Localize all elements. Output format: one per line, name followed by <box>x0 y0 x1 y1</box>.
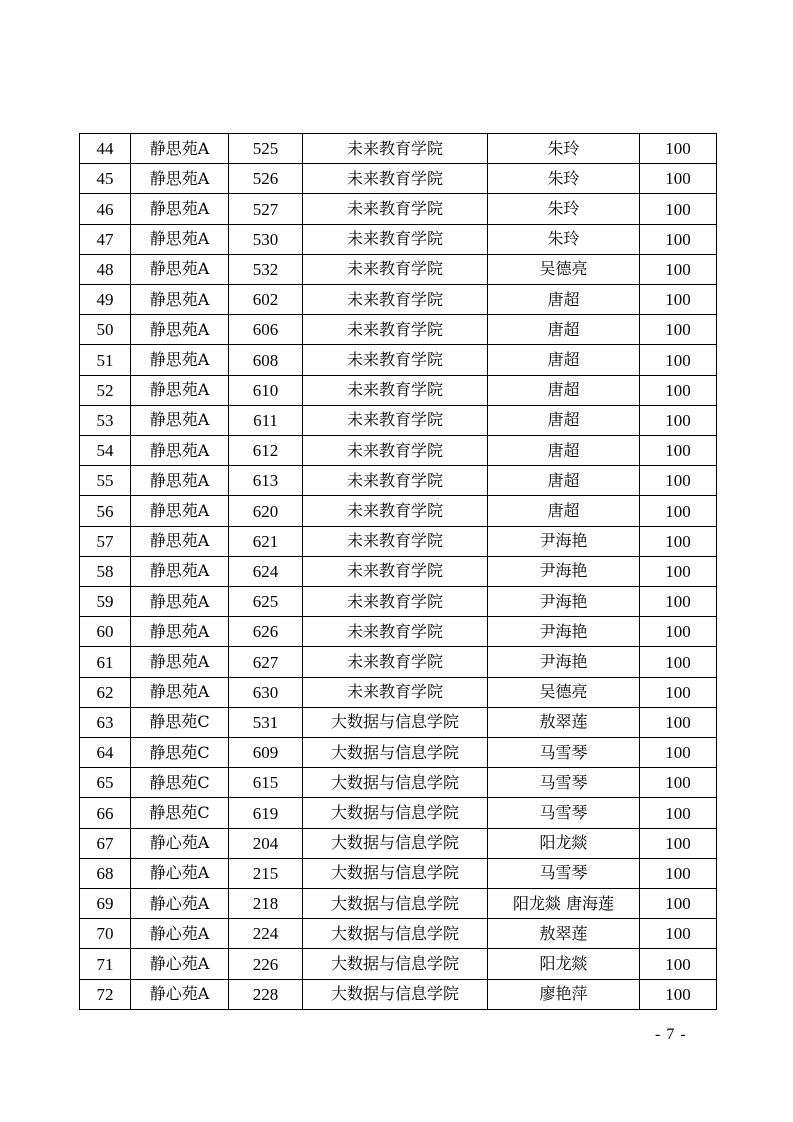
row-index-cell: 59 <box>80 587 131 617</box>
counselor-cell: 廖艳萍 <box>488 979 640 1009</box>
counselor-cell: 唐超 <box>488 436 640 466</box>
table-row <box>80 285 717 315</box>
building-cell: 静思苑A <box>131 556 229 586</box>
score-cell: 100 <box>640 979 717 1009</box>
college-cell: 未来教育学院 <box>303 617 488 647</box>
row-index-cell: 45 <box>80 164 131 194</box>
row-index-cell: 64 <box>80 738 131 768</box>
college-cell: 未来教育学院 <box>303 526 488 556</box>
row-index-cell: 47 <box>80 224 131 254</box>
room-number-cell: 526 <box>229 164 303 194</box>
score-cell: 100 <box>640 707 717 737</box>
table-row <box>80 617 717 647</box>
score-cell: 100 <box>640 285 717 315</box>
score-cell: 100 <box>640 405 717 435</box>
building-cell: 静思苑A <box>131 315 229 345</box>
counselor-cell: 马雪琴 <box>488 738 640 768</box>
table-row <box>80 707 717 737</box>
table-row <box>80 949 717 979</box>
counselor-cell: 尹海艳 <box>488 556 640 586</box>
counselor-cell: 朱玲 <box>488 224 640 254</box>
score-cell: 100 <box>640 889 717 919</box>
room-number-cell: 224 <box>229 919 303 949</box>
building-cell: 静思苑A <box>131 285 229 315</box>
row-index-cell: 55 <box>80 466 131 496</box>
table-row <box>80 858 717 888</box>
table-row <box>80 889 717 919</box>
row-index-cell: 68 <box>80 858 131 888</box>
table-row <box>80 134 717 164</box>
row-index-cell: 62 <box>80 677 131 707</box>
room-number-cell: 630 <box>229 677 303 707</box>
college-cell: 大数据与信息学院 <box>303 949 488 979</box>
row-index-cell: 66 <box>80 798 131 828</box>
counselor-cell: 敖翠莲 <box>488 707 640 737</box>
room-number-cell: 610 <box>229 375 303 405</box>
building-cell: 静思苑A <box>131 375 229 405</box>
row-index-cell: 69 <box>80 889 131 919</box>
counselor-cell: 阳龙燚 唐海莲 <box>488 889 640 919</box>
counselor-cell: 唐超 <box>488 496 640 526</box>
table-row <box>80 979 717 1009</box>
counselor-cell: 尹海艳 <box>488 617 640 647</box>
room-number-cell: 228 <box>229 979 303 1009</box>
building-cell: 静思苑A <box>131 436 229 466</box>
college-cell: 未来教育学院 <box>303 285 488 315</box>
counselor-cell: 阳龙燚 <box>488 949 640 979</box>
counselor-cell: 唐超 <box>488 285 640 315</box>
college-cell: 未来教育学院 <box>303 315 488 345</box>
row-index-cell: 54 <box>80 436 131 466</box>
college-cell: 大数据与信息学院 <box>303 858 488 888</box>
counselor-cell: 唐超 <box>488 315 640 345</box>
room-number-cell: 532 <box>229 254 303 284</box>
college-cell: 未来教育学院 <box>303 436 488 466</box>
table-row <box>80 315 717 345</box>
college-cell: 大数据与信息学院 <box>303 919 488 949</box>
college-cell: 未来教育学院 <box>303 405 488 435</box>
counselor-cell: 朱玲 <box>488 164 640 194</box>
building-cell: 静思苑A <box>131 254 229 284</box>
score-cell: 100 <box>640 587 717 617</box>
college-cell: 未来教育学院 <box>303 496 488 526</box>
building-cell: 静思苑A <box>131 466 229 496</box>
score-cell: 100 <box>640 194 717 224</box>
college-cell: 大数据与信息学院 <box>303 828 488 858</box>
college-cell: 未来教育学院 <box>303 134 488 164</box>
score-cell: 100 <box>640 738 717 768</box>
table-row <box>80 466 717 496</box>
room-number-cell: 531 <box>229 707 303 737</box>
building-cell: 静心苑A <box>131 858 229 888</box>
row-index-cell: 50 <box>80 315 131 345</box>
building-cell: 静思苑A <box>131 647 229 677</box>
counselor-cell: 吴德亮 <box>488 677 640 707</box>
table-row <box>80 254 717 284</box>
score-cell: 100 <box>640 858 717 888</box>
room-number-cell: 602 <box>229 285 303 315</box>
score-cell: 100 <box>640 254 717 284</box>
building-cell: 静思苑A <box>131 134 229 164</box>
row-index-cell: 53 <box>80 405 131 435</box>
building-cell: 静思苑A <box>131 194 229 224</box>
room-number-cell: 613 <box>229 466 303 496</box>
room-number-cell: 530 <box>229 224 303 254</box>
college-cell: 未来教育学院 <box>303 677 488 707</box>
table-row <box>80 919 717 949</box>
college-cell: 未来教育学院 <box>303 587 488 617</box>
building-cell: 静思苑C <box>131 798 229 828</box>
building-cell: 静思苑A <box>131 587 229 617</box>
college-cell: 大数据与信息学院 <box>303 707 488 737</box>
score-cell: 100 <box>640 345 717 375</box>
score-cell: 100 <box>640 375 717 405</box>
score-cell: 100 <box>640 496 717 526</box>
row-index-cell: 70 <box>80 919 131 949</box>
college-cell: 大数据与信息学院 <box>303 889 488 919</box>
room-number-cell: 615 <box>229 768 303 798</box>
building-cell: 静心苑A <box>131 979 229 1009</box>
table-row <box>80 496 717 526</box>
college-cell: 未来教育学院 <box>303 224 488 254</box>
table-row <box>80 164 717 194</box>
score-cell: 100 <box>640 828 717 858</box>
college-cell: 未来教育学院 <box>303 375 488 405</box>
row-index-cell: 52 <box>80 375 131 405</box>
score-cell: 100 <box>640 224 717 254</box>
table-row <box>80 798 717 828</box>
score-cell: 100 <box>640 949 717 979</box>
table-row <box>80 677 717 707</box>
building-cell: 静思苑C <box>131 768 229 798</box>
college-cell: 未来教育学院 <box>303 164 488 194</box>
counselor-cell: 敖翠莲 <box>488 919 640 949</box>
building-cell: 静思苑A <box>131 164 229 194</box>
room-number-cell: 218 <box>229 889 303 919</box>
table-row <box>80 405 717 435</box>
table-row <box>80 828 717 858</box>
row-index-cell: 49 <box>80 285 131 315</box>
counselor-cell: 唐超 <box>488 375 640 405</box>
table-row <box>80 345 717 375</box>
row-index-cell: 51 <box>80 345 131 375</box>
room-number-cell: 527 <box>229 194 303 224</box>
row-index-cell: 44 <box>80 134 131 164</box>
building-cell: 静思苑A <box>131 526 229 556</box>
score-cell: 100 <box>640 134 717 164</box>
score-cell: 100 <box>640 798 717 828</box>
room-number-cell: 626 <box>229 617 303 647</box>
building-cell: 静思苑A <box>131 496 229 526</box>
counselor-cell: 唐超 <box>488 405 640 435</box>
building-cell: 静思苑C <box>131 738 229 768</box>
college-cell: 未来教育学院 <box>303 345 488 375</box>
college-cell: 未来教育学院 <box>303 647 488 677</box>
table-row <box>80 738 717 768</box>
counselor-cell: 马雪琴 <box>488 858 640 888</box>
table-row <box>80 436 717 466</box>
counselor-cell: 尹海艳 <box>488 647 640 677</box>
room-number-cell: 621 <box>229 526 303 556</box>
counselor-cell: 唐超 <box>488 345 640 375</box>
room-number-cell: 608 <box>229 345 303 375</box>
room-number-cell: 606 <box>229 315 303 345</box>
row-index-cell: 67 <box>80 828 131 858</box>
score-cell: 100 <box>640 164 717 194</box>
counselor-cell: 朱玲 <box>488 194 640 224</box>
college-cell: 未来教育学院 <box>303 556 488 586</box>
table-row <box>80 556 717 586</box>
row-index-cell: 60 <box>80 617 131 647</box>
score-cell: 100 <box>640 436 717 466</box>
score-cell: 100 <box>640 677 717 707</box>
building-cell: 静思苑A <box>131 677 229 707</box>
room-number-cell: 625 <box>229 587 303 617</box>
score-cell: 100 <box>640 647 717 677</box>
building-cell: 静心苑A <box>131 828 229 858</box>
row-index-cell: 58 <box>80 556 131 586</box>
building-cell: 静心苑A <box>131 889 229 919</box>
building-cell: 静思苑A <box>131 224 229 254</box>
dormitory-score-table <box>79 133 717 1010</box>
counselor-cell: 阳龙燚 <box>488 828 640 858</box>
counselor-cell: 尹海艳 <box>488 587 640 617</box>
building-cell: 静思苑A <box>131 617 229 647</box>
room-number-cell: 609 <box>229 738 303 768</box>
counselor-cell: 吴德亮 <box>488 254 640 284</box>
building-cell: 静思苑A <box>131 405 229 435</box>
score-cell: 100 <box>640 617 717 647</box>
counselor-cell: 朱玲 <box>488 134 640 164</box>
score-cell: 100 <box>640 556 717 586</box>
college-cell: 大数据与信息学院 <box>303 768 488 798</box>
row-index-cell: 48 <box>80 254 131 284</box>
score-cell: 100 <box>640 526 717 556</box>
table-row <box>80 526 717 556</box>
college-cell: 大数据与信息学院 <box>303 798 488 828</box>
college-cell: 未来教育学院 <box>303 466 488 496</box>
row-index-cell: 63 <box>80 707 131 737</box>
table-row <box>80 647 717 677</box>
college-cell: 未来教育学院 <box>303 254 488 284</box>
row-index-cell: 56 <box>80 496 131 526</box>
score-cell: 100 <box>640 466 717 496</box>
building-cell: 静心苑A <box>131 949 229 979</box>
table-row <box>80 194 717 224</box>
counselor-cell: 马雪琴 <box>488 798 640 828</box>
room-number-cell: 624 <box>229 556 303 586</box>
room-number-cell: 525 <box>229 134 303 164</box>
room-number-cell: 627 <box>229 647 303 677</box>
table-body <box>80 134 717 1010</box>
table-row <box>80 375 717 405</box>
room-number-cell: 215 <box>229 858 303 888</box>
score-cell: 100 <box>640 315 717 345</box>
row-index-cell: 46 <box>80 194 131 224</box>
row-index-cell: 71 <box>80 949 131 979</box>
score-cell: 100 <box>640 919 717 949</box>
page-number: - 7 - <box>655 1026 687 1043</box>
college-cell: 大数据与信息学院 <box>303 738 488 768</box>
college-cell: 大数据与信息学院 <box>303 979 488 1009</box>
room-number-cell: 204 <box>229 828 303 858</box>
table-row <box>80 224 717 254</box>
score-cell: 100 <box>640 768 717 798</box>
row-index-cell: 57 <box>80 526 131 556</box>
building-cell: 静心苑A <box>131 919 229 949</box>
table-row <box>80 768 717 798</box>
row-index-cell: 61 <box>80 647 131 677</box>
row-index-cell: 65 <box>80 768 131 798</box>
room-number-cell: 619 <box>229 798 303 828</box>
table-row <box>80 587 717 617</box>
room-number-cell: 612 <box>229 436 303 466</box>
room-number-cell: 611 <box>229 405 303 435</box>
row-index-cell: 72 <box>80 979 131 1009</box>
counselor-cell: 尹海艳 <box>488 526 640 556</box>
building-cell: 静思苑A <box>131 345 229 375</box>
college-cell: 未来教育学院 <box>303 194 488 224</box>
building-cell: 静思苑C <box>131 707 229 737</box>
counselor-cell: 唐超 <box>488 466 640 496</box>
room-number-cell: 226 <box>229 949 303 979</box>
room-number-cell: 620 <box>229 496 303 526</box>
counselor-cell: 马雪琴 <box>488 768 640 798</box>
